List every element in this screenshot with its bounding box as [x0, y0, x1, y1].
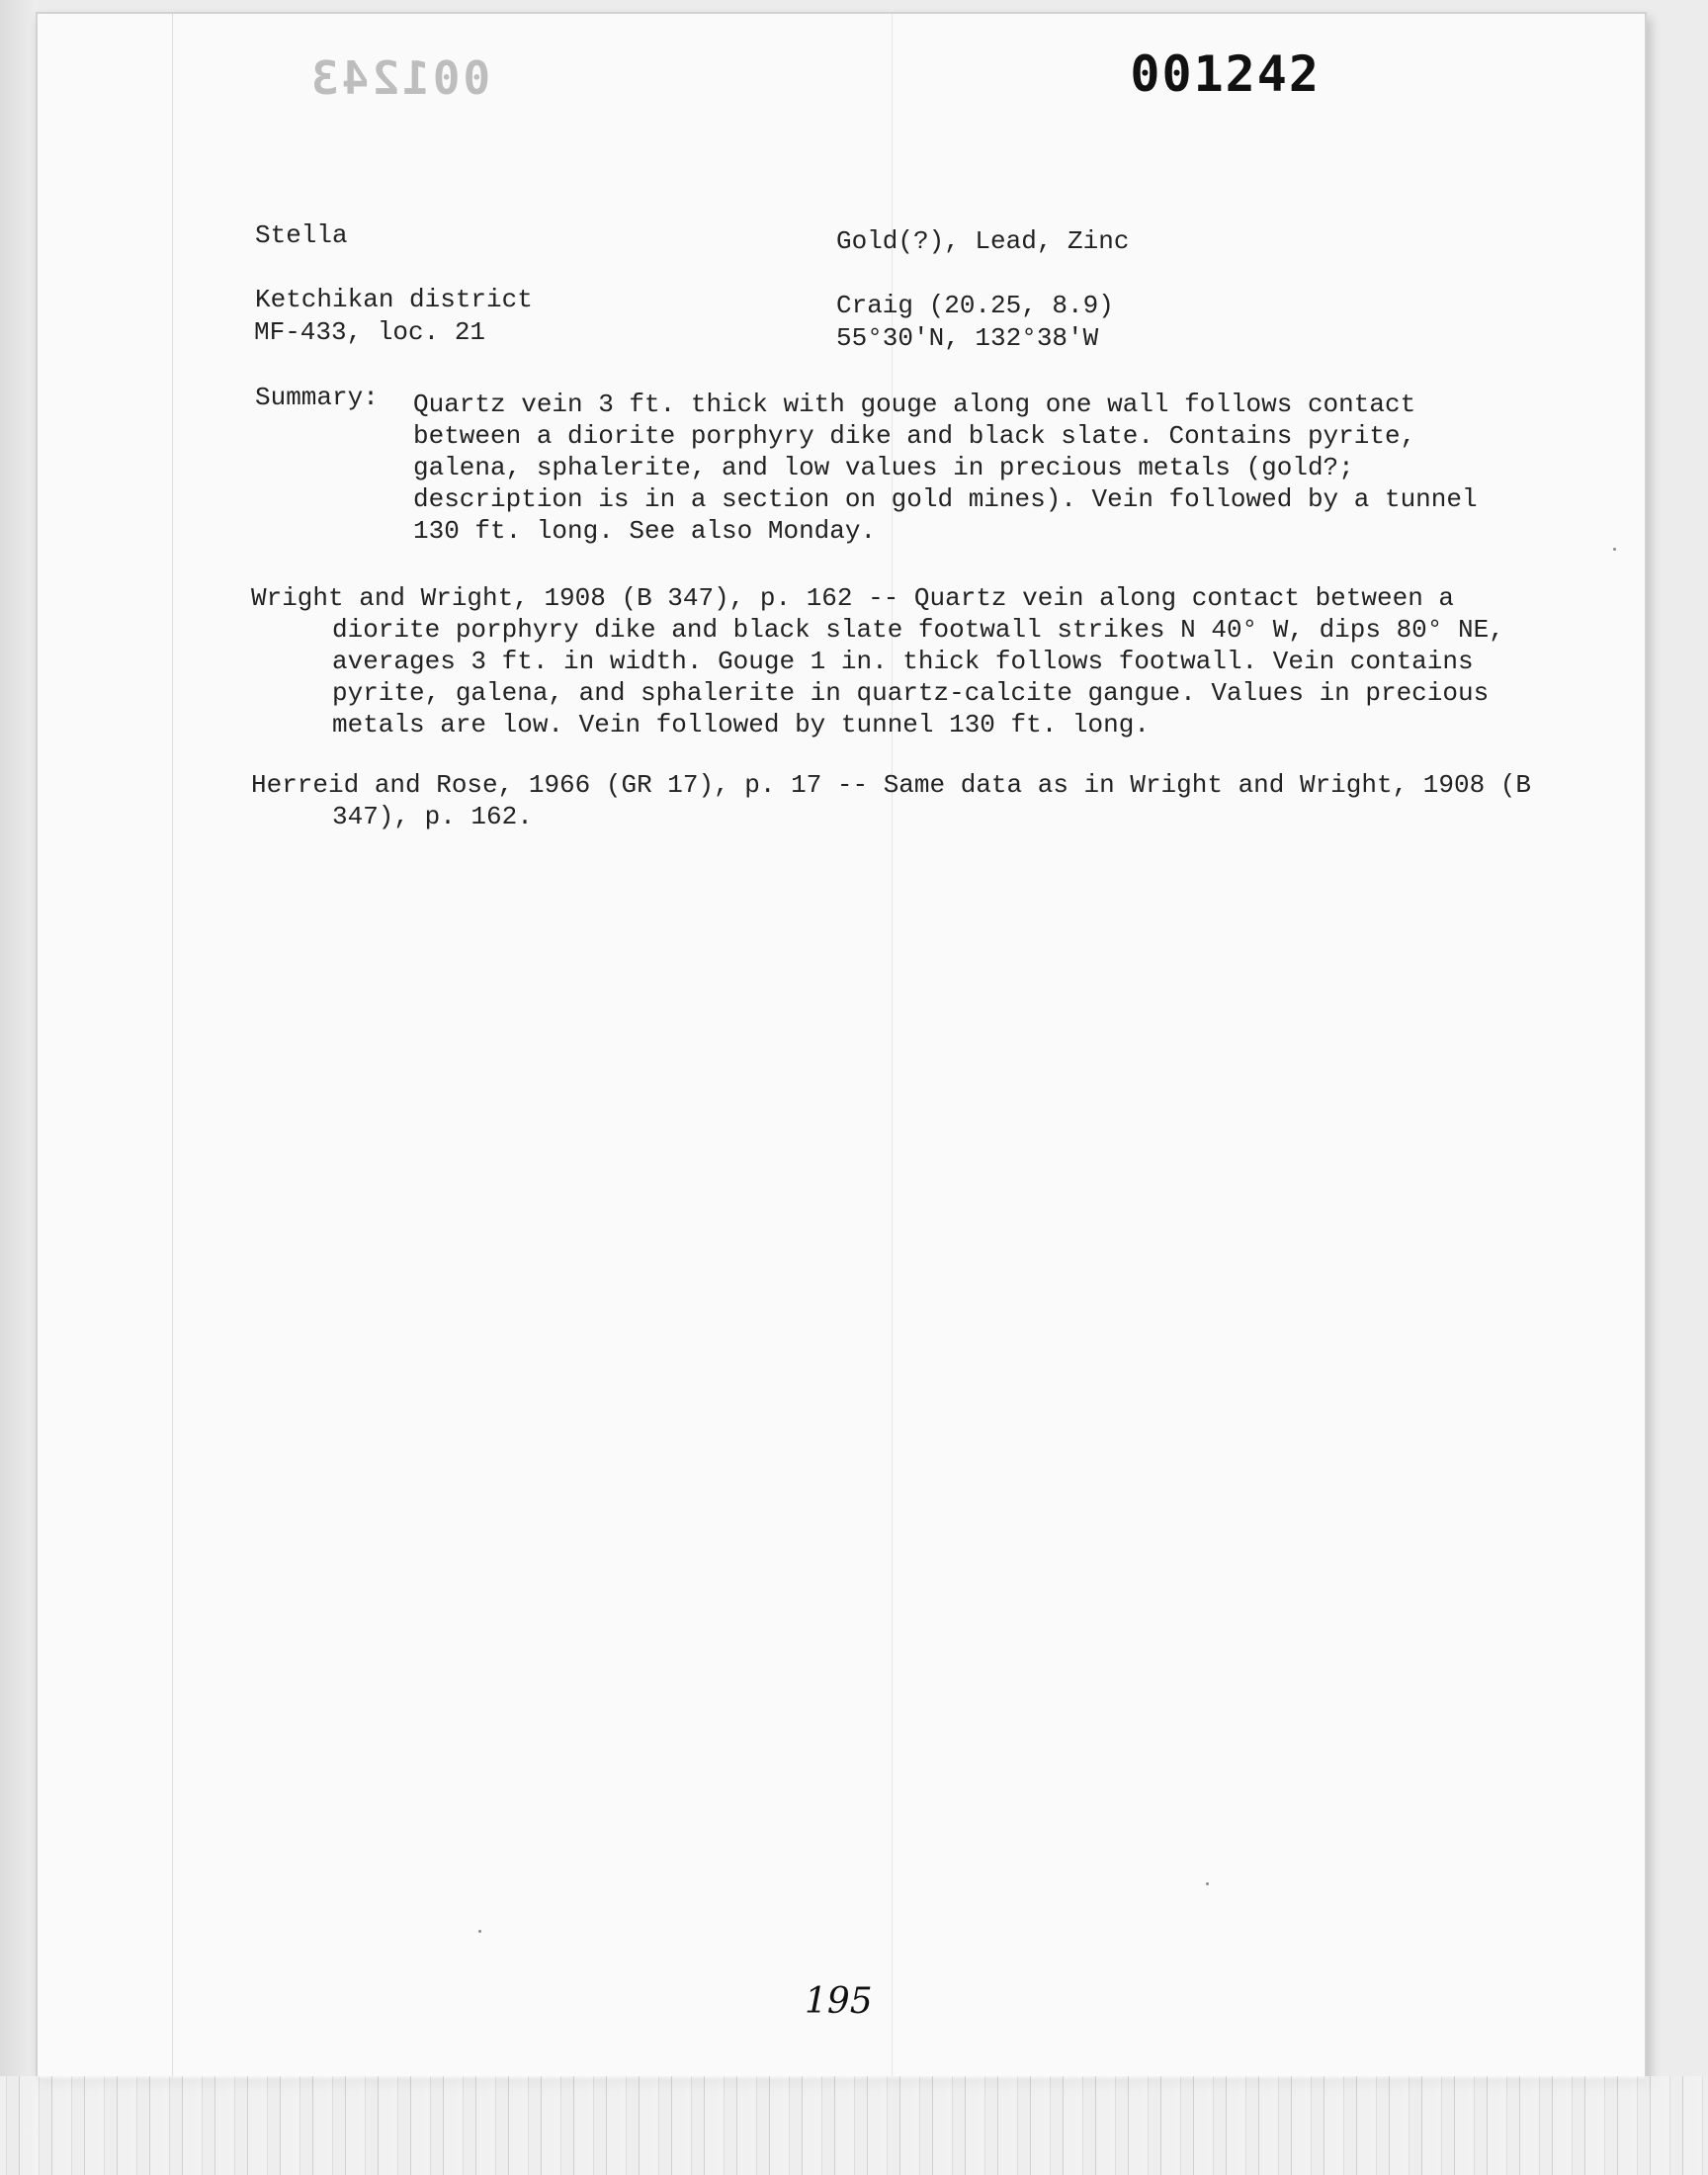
map-reference: MF-433, loc. 21 [254, 317, 486, 347]
summary-text: Quartz vein 3 ft. thick with gouge along one wall follows contact between a diorite porphyry dike and black slate. Contains pyrite, galena, sphalerite, and low values in precious metals (gold?; description is in a section on gold mines). Vein followed by a tunnel 130 ft. long. See also Monday. [413, 390, 1478, 546]
property-name: Stella [255, 220, 348, 250]
commodities: Gold(?), Lead, Zinc [836, 226, 1130, 256]
scan-speck [1206, 1882, 1209, 1885]
reference-entry: Wright and Wright, 1908 (B 347), p. 162 -- Quartz vein along contact between a diorite porphyry dike and black slate footwall strikes N 40° W, dips 80° NE, averages 3 ft. in width. Gouge 1 in. thick follows footwall. Vein contains pyrite, galena, and sphalerite in quartz-calcite gangue. Values in precious metals are low. Vein followed by tunnel 130 ft. long. [251, 583, 1504, 740]
ghost-stamp-number: 001243 [308, 51, 491, 105]
scan-edge [0, 0, 36, 2175]
reference-entry: Herreid and Rose, 1966 (GR 17), p. 17 -- Same data as in Wright and Wright, 1908 (B 347), p. 162. [251, 770, 1532, 831]
coordinates: 55°30'N, 132°38'W [836, 323, 1099, 353]
page-number: 195 [805, 1981, 873, 2022]
stamp-number: 001242 [1130, 45, 1321, 103]
quadrangle: Craig (20.25, 8.9) [836, 291, 1114, 320]
fold-line [172, 14, 173, 2078]
scan-speck [1613, 548, 1616, 551]
scan-speck [478, 1930, 481, 1933]
scan-bottom-edge [0, 2076, 1708, 2175]
summary-label: Summary: [255, 383, 379, 412]
district: Ketchikan district [255, 285, 533, 314]
